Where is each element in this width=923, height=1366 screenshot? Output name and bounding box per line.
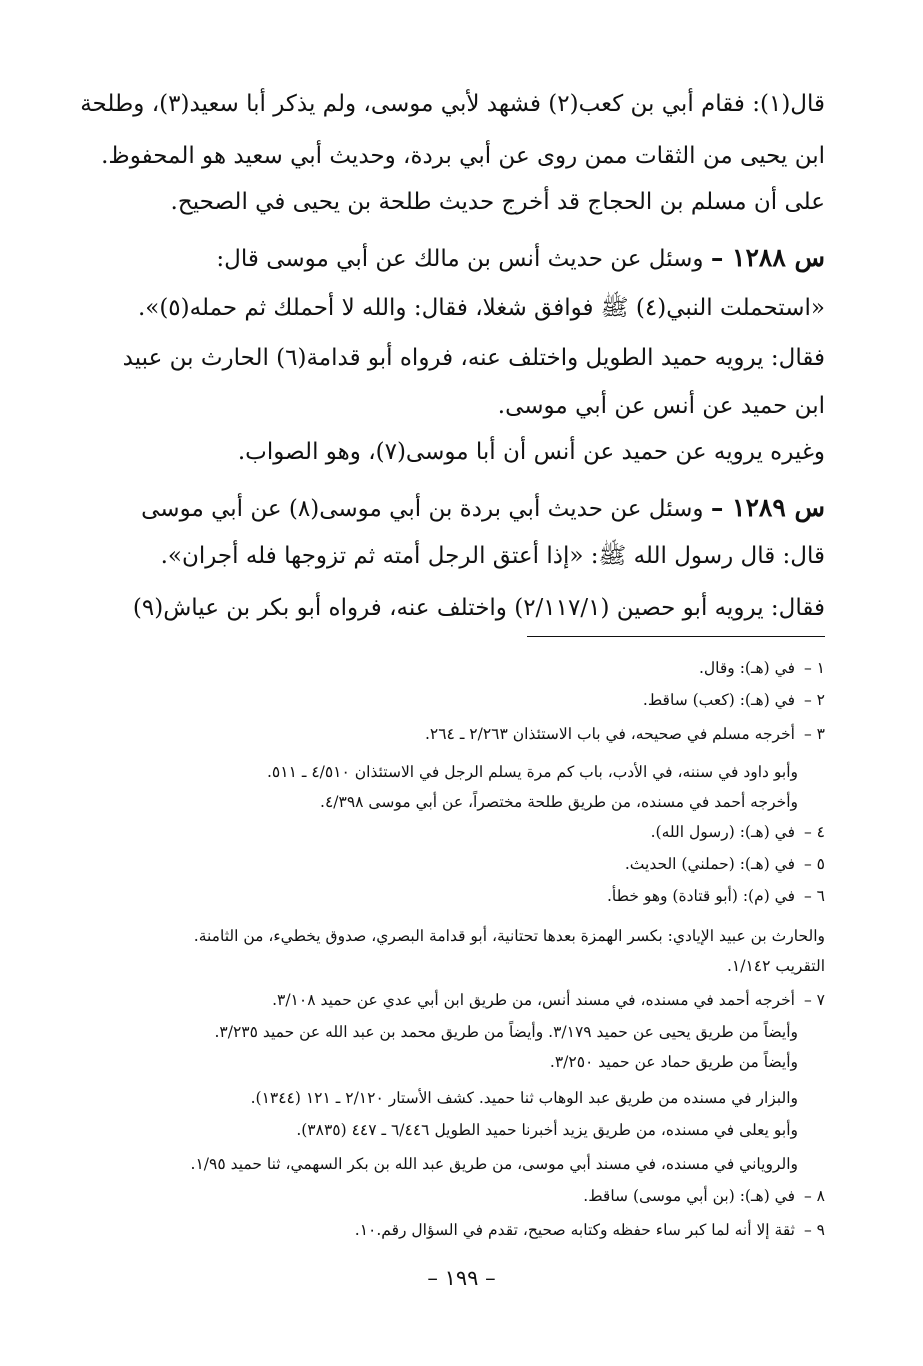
main-line-1: قال(١): فقام أبي بن كعب(٢) فشهد لأبي موسى، ولم يذكر أبا سعيد(٣)، وطلحة	[80, 91, 825, 117]
main-line-2: ابن يحيى من الثقات ممن روى عن أبي بردة، وحديث أبي سعيد هو المحفوظ.	[101, 143, 825, 169]
footnote-1	[110, 656, 825, 682]
question-1289-marker: س ١٢٨٩ –	[710, 493, 825, 522]
footnote-8	[110, 1184, 825, 1210]
footnote-9	[110, 1218, 825, 1244]
footnote-7-continued-5: والروياني في مسنده، في مسند أبي موسى، من طريق عبد الله بن بكر السهمي، ثنا حميد ١/٩٥.	[190, 1155, 798, 1173]
footnote-number: ٩ –	[803, 1221, 825, 1239]
footnote-text: في (هـ): (رسول الله).	[650, 823, 795, 841]
footnote-2	[110, 688, 825, 714]
question-1289-line-1	[110, 490, 825, 528]
footnote-text: في (هـ): (حملني) الحديث.	[624, 855, 795, 873]
footnote-7-continued-3: والبزار في مسنده من طريق عبد الوهاب ثنا حميد. كشف الأستار ٢/١٢٠ ـ ١٢١ (١٣٤٤).	[250, 1089, 798, 1107]
footnote-7	[110, 988, 825, 1014]
question-1289-text: وسئل عن حديث أبي بردة بن أبي موسى(٨) عن أبي موسى	[141, 496, 704, 522]
footnote-number: ١ –	[803, 659, 825, 677]
footnote-6-continued-1: والحارث بن عبيد الإيادي: بكسر الهمزة بعدها تحتانية، أبو قدامة البصري، صدوق يخطيء، من الثامنة.	[193, 927, 825, 945]
page-number: – ١٩٩ –	[427, 1266, 496, 1290]
footnote-number: ٤ –	[803, 823, 825, 841]
footnote-7-continued-1: وأيضاً من طريق يحيى عن حميد ٣/١٧٩. وأيضاً من طريق محمد بن عبد الله عن حميد ٣/٢٣٥.	[214, 1023, 798, 1041]
footnote-text: في (هـ): (بن أبي موسى) ساقط.	[583, 1187, 795, 1205]
footnote-number: ٥ –	[803, 855, 825, 873]
question-1288-line-2: «استحملت النبي(٤) ﷺ فوافق شغلا، فقال: والله لا أحملك ثم حمله(٥)».	[137, 295, 825, 321]
main-line-12: فقال: يرويه أبو حصين (٢/١١٧/١) واختلف عنه، فرواه أبو بكر بن عياش(٩)	[132, 595, 825, 621]
question-1289-line-2: قال: قال رسول الله ﷺ: «إذا أعتق الرجل أمته ثم تزوجها فله أجران».	[160, 543, 825, 569]
main-line-7: فقال: يرويه حميد الطويل واختلف عنه، فرواه أبو قدامة(٦) الحارث بن عبيد	[122, 345, 825, 371]
footnote-text: أخرجه أحمد في مسنده، في مسند أنس، من طريق ابن أبي عدي عن حميد ٣/١٠٨.	[272, 991, 795, 1009]
footnote-3-continued-2: وأخرجه أحمد في مسنده، من طريق طلحة مختصراً، عن أبي موسى ٤/٣٩٨.	[320, 793, 798, 811]
footnote-6	[110, 884, 825, 910]
footnote-text: في (هـ): (كعب) ساقط.	[642, 691, 795, 709]
footnote-7-continued-2: وأيضاً من طريق حماد عن حميد ٣/٢٥٠.	[549, 1053, 798, 1071]
question-1288-line-1	[110, 240, 825, 278]
main-line-9: وغيره يرويه عن حميد عن أنس أن أبا موسى(٧)، وهو الصواب.	[237, 439, 825, 465]
footnote-number: ٣ –	[803, 725, 825, 743]
footnote-4	[110, 820, 825, 846]
footnote-text: في (م): (أبو قتادة) وهو خطأ.	[606, 887, 795, 905]
footnote-text: ثقة إلا أنه لما كبر ساء حفظه وكتابه صحيح، تقدم في السؤال رقم.١٠.	[354, 1221, 795, 1239]
footnote-number: ٦ –	[803, 887, 825, 905]
footnote-3-continued-1: وأبو داود في سننه، في الأدب، باب كم مرة يسلم الرجل في الاستئذان ٤/٥١٠ ـ ٥١١.	[266, 763, 798, 781]
footnote-separator	[527, 636, 825, 637]
footnote-number: ٨ –	[803, 1187, 825, 1205]
main-line-3: على أن مسلم بن الحجاج قد أخرج حديث طلحة بن يحيى في الصحيح.	[170, 189, 825, 215]
footnote-text: أخرجه مسلم في صحيحه، في باب الاستئذان ٢/٢٦٣ ـ ٢٦٤.	[424, 725, 795, 743]
footnote-number: ٧ –	[803, 991, 825, 1009]
question-1288-marker: س ١٢٨٨ –	[710, 243, 825, 272]
main-line-8: ابن حميد عن أنس عن أبي موسى.	[497, 393, 825, 419]
question-1288-text: وسئل عن حديث أنس بن مالك عن أبي موسى قال:	[216, 246, 704, 272]
footnote-3	[110, 722, 825, 748]
footnote-number: ٢ –	[803, 691, 825, 709]
footnote-6-continued-2: التقريب ١/١٤٢.	[726, 957, 825, 975]
footnote-5	[110, 852, 825, 878]
footnote-text: في (هـ): وقال.	[698, 659, 795, 677]
footnote-7-continued-4: وأبو يعلى في مسنده، من طريق يزيد أخبرنا حميد الطويل ٦/٤٤٦ ـ ٤٤٧ (٣٨٣٥).	[296, 1121, 798, 1139]
